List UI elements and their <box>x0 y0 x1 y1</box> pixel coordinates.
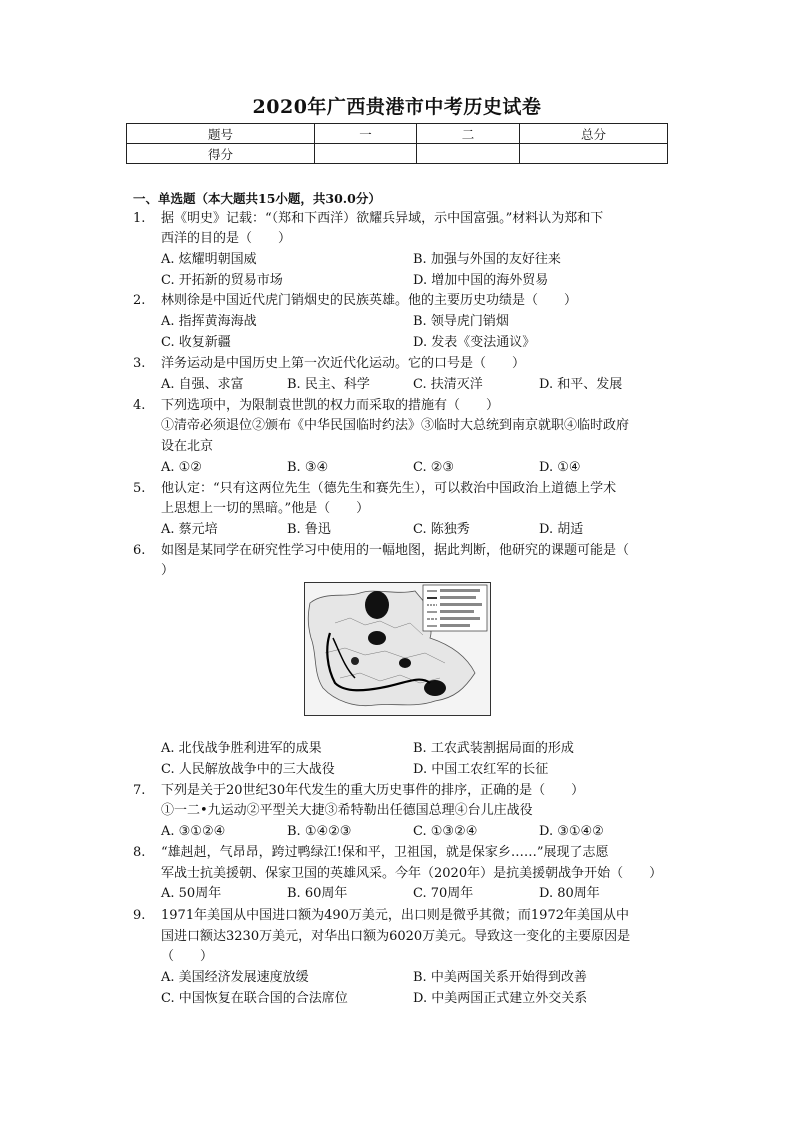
option[interactable]: D. 中美两国正式建立外交关系 <box>413 991 588 1006</box>
option[interactable]: B. ③④ <box>287 460 329 475</box>
option[interactable]: C. 中国恢复在联合国的合法席位 <box>161 991 348 1006</box>
option[interactable]: C. 70周年 <box>413 886 474 901</box>
option[interactable]: C. 陈独秀 <box>413 522 470 537</box>
question-number: 9. <box>133 908 146 923</box>
map-region <box>351 657 359 665</box>
score-input-cell[interactable] <box>520 144 668 164</box>
question-number: 3. <box>133 356 146 371</box>
question-text: 1971年美国从中国进口额为490万美元，出口则是微乎其微；而1972年美国从中 <box>161 908 629 923</box>
option[interactable]: C. ②③ <box>413 460 455 475</box>
option[interactable]: A. 北伐战争胜利进军的成果 <box>161 741 322 756</box>
option[interactable]: A. ③①②④ <box>161 824 226 839</box>
option[interactable]: C. 扶清灭洋 <box>413 377 483 392</box>
option[interactable]: D. ①④ <box>539 460 581 475</box>
option[interactable]: C. ①③②④ <box>413 824 478 839</box>
question-text: 上思想上一切的黑暗。”他是（ ） <box>161 501 370 516</box>
question-number: 7. <box>133 783 146 798</box>
question-number: 8. <box>133 845 146 860</box>
option[interactable]: A. 自强、求富 <box>161 377 244 392</box>
option[interactable]: D. 中国工农红军的长征 <box>413 762 549 777</box>
option[interactable]: A. 美国经济发展速度放缓 <box>161 970 309 985</box>
question-number: 2. <box>133 293 146 308</box>
question-number: 6. <box>133 543 146 558</box>
question-text: 下列选项中，为限制袁世凯的权力而采取的措施有（ ） <box>161 398 500 413</box>
question-text: 下列是关于20世纪30年代发生的重大历史事件的排序，正确的是（ ） <box>161 783 585 798</box>
score-header-cell: 二 <box>417 124 520 144</box>
option[interactable]: C. 人民解放战争中的三大战役 <box>161 762 335 777</box>
question-text: 军战士抗美援朝、保家卫国的英雄风采。今年（2020年）是抗美援朝战争开始（ ） <box>161 866 663 881</box>
option[interactable]: A. ①② <box>161 460 202 475</box>
score-table-row <box>127 144 668 164</box>
option[interactable]: B. 加强与外国的友好往来 <box>413 252 561 267</box>
question-text: ①一二•九运动②平型关大捷③希特勒出任德国总理④台儿庄战役 <box>161 803 533 818</box>
score-header-cell: 总分 <box>520 124 668 144</box>
option[interactable]: C. 收复新疆 <box>161 335 231 350</box>
question-text: 据《明史》记载：“（郑和下西洋）欲耀兵异域，示中国富强。”材料认为郑和下 <box>161 211 604 226</box>
option[interactable]: D. 和平、发展 <box>539 377 623 392</box>
question-text: 西洋的目的是（ ） <box>161 231 292 246</box>
question-text: ①清帝必须退位②颁布《中华民国临时约法》③临时大总统到南京就职④临时政府 <box>161 418 630 433</box>
historical-map-image <box>304 582 491 716</box>
question-text: 他认定：“只有这两位先生（德先生和赛先生），可以救治中国政治上道德上学术 <box>161 481 617 496</box>
option[interactable]: B. 60周年 <box>287 886 348 901</box>
option[interactable]: A. 炫耀明朝国威 <box>161 252 257 267</box>
option[interactable]: D. 80周年 <box>539 886 600 901</box>
question-text: 如图是某同学在研究性学习中使用的一幅地图，据此判断，他研究的课题可能是（ <box>161 543 630 558</box>
question-text: “雄赳赳，气昂昂，跨过鸭绿江!保和平，卫祖国，就是保家乡……”展现了志愿 <box>161 845 609 860</box>
map-drawing <box>305 583 490 715</box>
option[interactable]: D. 发表《变法通议》 <box>413 335 536 350</box>
option[interactable]: A. 50周年 <box>161 886 222 901</box>
question-number: 4. <box>133 398 146 413</box>
score-table <box>126 123 668 164</box>
question-text: 洋务运动是中国历史上第一次近代化运动。它的口号是（ ） <box>161 356 526 371</box>
option[interactable]: B. ①④②③ <box>287 824 352 839</box>
question-number: 1. <box>133 211 146 226</box>
score-header-cell: 题号 <box>127 124 315 144</box>
option[interactable]: D. 增加中国的海外贸易 <box>413 273 549 288</box>
option[interactable]: B. 民主、科学 <box>287 377 370 392</box>
option[interactable]: B. 中美两国关系开始得到改善 <box>413 970 587 985</box>
score-header-cell: 一 <box>315 124 417 144</box>
question-text: ） <box>161 563 175 578</box>
score-input-cell[interactable] <box>315 144 417 164</box>
question-text: 国进口额达3230万美元，对华出口额为6020万美元。导致这一变化的主要原因是 <box>161 929 631 944</box>
option[interactable]: B. 工农武装割据局面的形成 <box>413 741 574 756</box>
score-table-header-row <box>127 124 668 144</box>
option[interactable]: B. 鲁迅 <box>287 522 331 537</box>
section-heading: 一、单选题（本大题共15小题，共30.0分） <box>133 191 381 206</box>
question-text: 设在北京 <box>161 439 214 454</box>
score-input-cell[interactable] <box>417 144 520 164</box>
map-region <box>368 631 386 645</box>
question-number: 5. <box>133 481 146 496</box>
score-row-label: 得分 <box>127 144 315 164</box>
map-region <box>399 658 411 668</box>
option[interactable]: D. ③①④② <box>539 824 604 839</box>
map-region <box>365 591 389 619</box>
option[interactable]: A. 指挥黄海海战 <box>161 314 257 329</box>
question-text: （ ） <box>161 949 214 964</box>
option[interactable]: C. 开拓新的贸易市场 <box>161 273 283 288</box>
option[interactable]: B. 领导虎门销烟 <box>413 314 509 329</box>
option[interactable]: A. 蔡元培 <box>161 522 218 537</box>
question-text: 林则徐是中国近代虎门销烟史的民族英雄。他的主要历史功绩是（ ） <box>161 293 578 308</box>
page-title: 2020年广西贵港市中考历史试卷 <box>252 96 542 118</box>
option[interactable]: D. 胡适 <box>539 522 584 537</box>
